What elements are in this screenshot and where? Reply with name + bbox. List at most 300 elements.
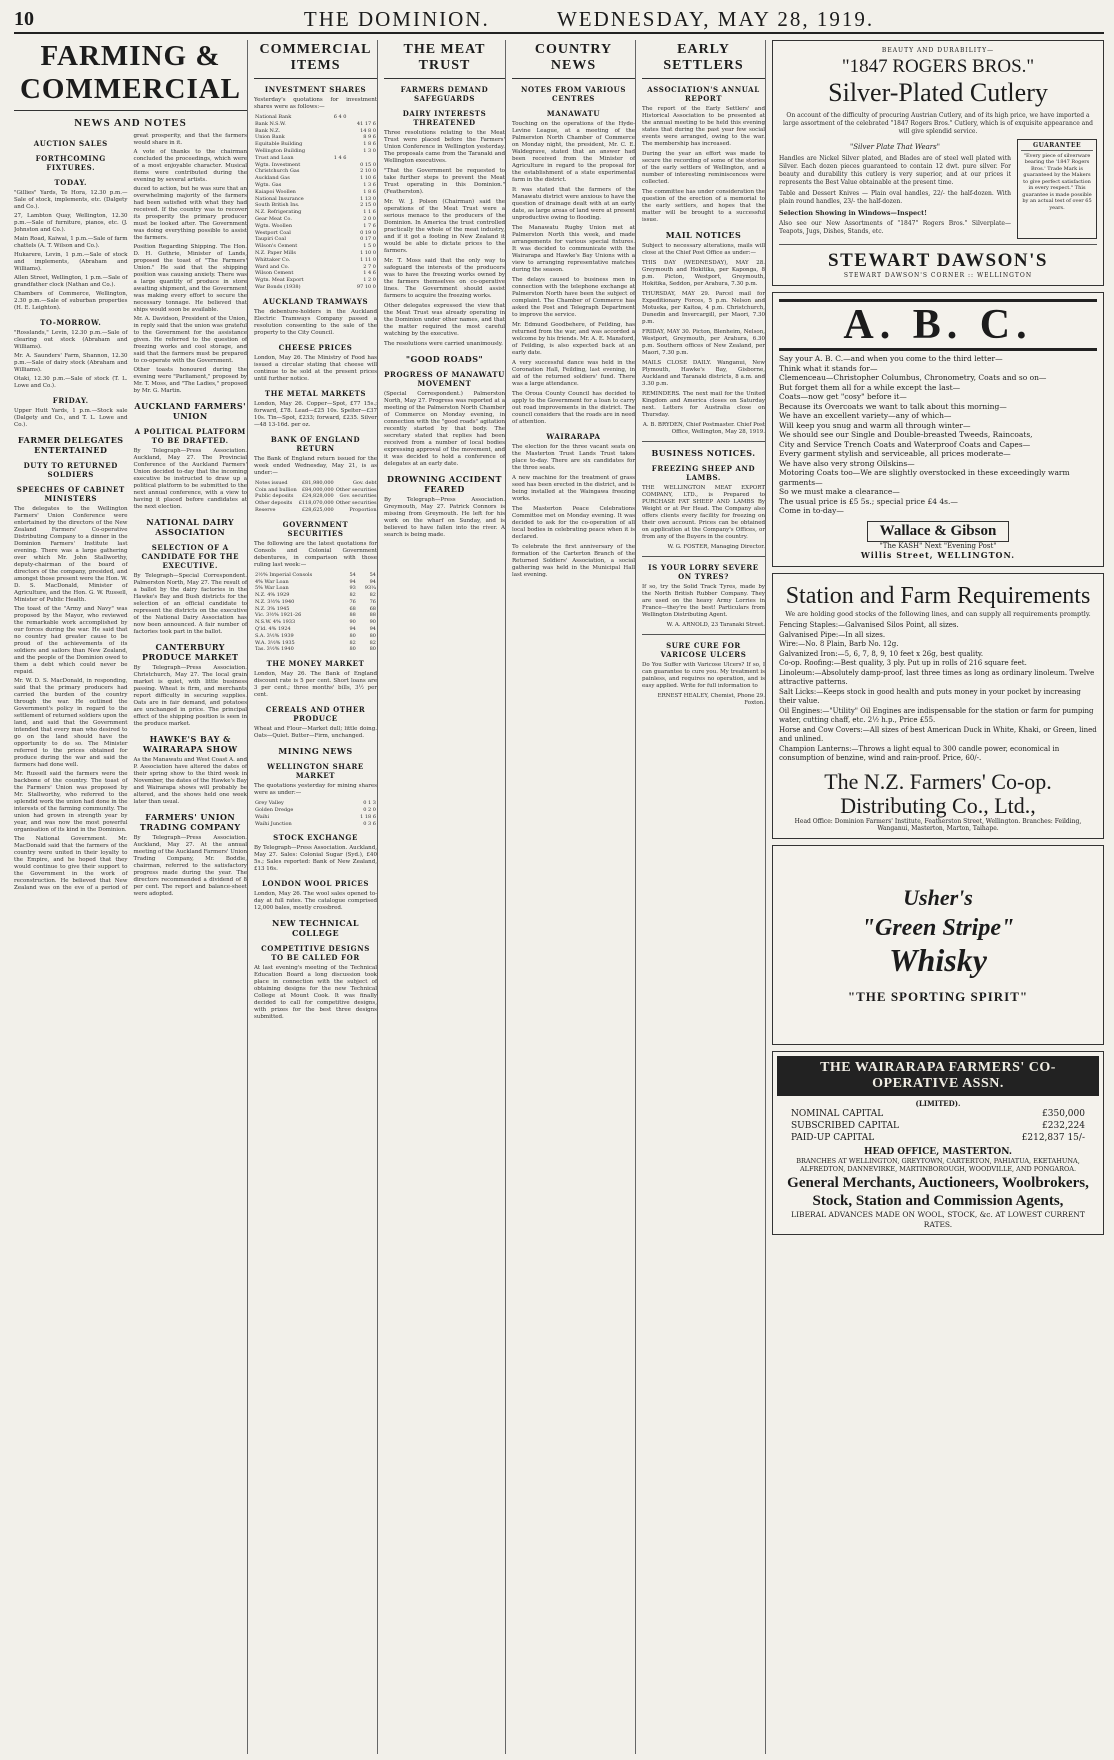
- gov-securities-row: [254, 626, 377, 633]
- article-paragraph: Position Regarding Shipping. The Hon. D. H. Guthrie, Minister of Lands, proposed the toast of "The Farmers' Union." He said that the shipping position was causing anxiety. There was a large quantity of produce in store awaiting shipment, and the Government was making every effort to secure the necessary tonnage. He believed that ships would soon be available.: [133, 244, 247, 313]
- mail-entry: MAILS CLOSE DAILY. Wanganui, New Plymouth, Hawke's Bay, Gisborne, Auckland and Taranaki districts, 8 a.m. and 3.30 p.m.: [642, 360, 765, 387]
- money-market-text: London, May 26. The Bank of England discount rate is 5 per cent. Short loans are 3 per cent.; three months' bills, 3½ per cent.: [254, 671, 377, 699]
- abc-line: We should see our Single and Double-breasted Tweeds, Raincoats,: [779, 430, 1033, 439]
- mail-entry: THIS DAY (WEDNESDAY), MAY 28. Greymouth and Hokitika, per Kaponga, 8 p.m. Picton, Westport, Greymouth, Hokitika, Seddon, per Arahura, 7.30 p.m.: [642, 260, 765, 287]
- advertisements-column: [772, 40, 1104, 1754]
- table-cell: [327, 141, 348, 148]
- table-cell: 1 4 6: [363, 270, 376, 277]
- article-paragraph: The report of the Early Settlers' and Historical Association to be presented at the annual meeting to be held this evening states that during the past year few social events were arranged, owing to the war. The membership has increased.: [642, 106, 765, 147]
- table-cell: Tas. 3½% 1940: [255, 646, 294, 653]
- rogers-body: On account of the difficulty of procuring Austrian Cutlery, and of its high price, we have imported a large assortment of the celebrated "1847 Rogers Bros." Cutlery, which is of exquisite appearance and will give splendid service.: [783, 112, 1093, 135]
- table-cell: [327, 223, 348, 230]
- rogers-subtitle: Silver-Plated Cutlery: [828, 78, 1048, 107]
- table-cell: [327, 121, 348, 128]
- table-cell: 94: [369, 626, 376, 633]
- mining-text: The quotations yesterday for mining shares were as under:—: [254, 783, 377, 797]
- abc-line: But forget them all for a while except the last—: [779, 382, 961, 392]
- farmer-delegates-subheading: DUTY TO RETURNED SOLDIERS: [23, 461, 118, 479]
- mail-entry: REMINDERS. The next mail for the United Kingdom and America closes on Saturday next. Letters for Australia close on Thursday.: [642, 391, 765, 418]
- table-cell: 88: [349, 612, 356, 619]
- share-row: [254, 243, 377, 250]
- station-items: [779, 621, 1097, 764]
- share-row: [254, 257, 377, 264]
- article-paragraph: Three resolutions relating to the Meat Trust were placed before the Farmers' Union Conference in Wellington yesterday. The proposals came from the Taranaki and Wellington executives.: [384, 130, 505, 164]
- table-cell: Grey Valley: [255, 800, 284, 807]
- table-cell: 76: [349, 598, 356, 605]
- table-cell: N.Z. 3½% 1940: [255, 598, 295, 605]
- table-cell: S.A. 3½% 1939: [255, 632, 294, 639]
- table-cell: £24,828,000: [301, 493, 334, 500]
- table-cell: £81,980,000: [301, 479, 334, 486]
- guarantee-heading: GUARANTEE: [1021, 143, 1093, 151]
- station-item: Champion Lanterns:—Throws a light equal to 300 candle power, economical in consumption of benzine, wind and rain-proof. Price, 60/-.: [779, 744, 1060, 762]
- capital-cell: £212,837 15/-: [1021, 1132, 1085, 1143]
- abc-line: Coats—now get "cosy" before it—: [779, 392, 907, 401]
- table-cell: Golden Dredge: [255, 807, 294, 814]
- article-paragraph: The committee has under consideration the question of the erection of a memorial to the early settlers, and hopes that the matter will be brought to a successful issue.: [642, 189, 765, 223]
- table-cell: 0 19 0: [360, 229, 376, 236]
- title-text: THE DOMINION.: [303, 6, 490, 31]
- gov-securities-row: [254, 619, 377, 626]
- meat-trust-heading: THE MEAT TRUST: [384, 40, 505, 79]
- meat-trust-column: [384, 40, 506, 1754]
- nz-farmers-name: The N.Z. Farmers' Co-op. Distributing Co., Ltd.,: [824, 768, 1052, 818]
- table-cell: 1 10 0: [360, 249, 376, 256]
- technical-college-subheading: COMPETITIVE DESIGNS TO BE CALLED FOR: [261, 944, 370, 963]
- abc-line: Think what it stands for—: [779, 363, 878, 373]
- mining-row: [254, 807, 377, 814]
- gov-securities-table: [254, 572, 377, 654]
- mail-signature: A. B. BRYDEN, Chief Postmaster. Chief Post Office, Wellington, May 28, 1919.: [642, 422, 765, 435]
- good-roads-subheading: PROGRESS OF MANAWATU MOVEMENT: [384, 370, 505, 388]
- tomorrow-line: Otaki, 12.30 p.m.—Sale of stock (T. L. Lowe and Co.).: [14, 376, 128, 389]
- manawatu-heading: MANAWATU: [546, 109, 601, 118]
- stock-exchange-text: By Telegraph—Press Association. Auckland, May 27. Sales: Colonial Sugar (Syd.), £40 5s.; Sales reported: Bank of New Zealand, £13 16s.: [254, 845, 377, 873]
- mining-row: [254, 814, 377, 821]
- abc-line: Clemenceau—Christopher Columbus, Chronometry, Coats and so on—: [779, 373, 1047, 382]
- table-cell: [327, 202, 348, 209]
- table-cell: 0 1 3: [363, 800, 376, 807]
- article-paragraph: Other toasts honoured during the evening were "Parliament," proposed by Mr. T. Moss, and "The Ladies," proposed by Mr. G. Martin.: [133, 367, 247, 394]
- table-cell: N.Z. 3% 1945: [255, 605, 290, 612]
- tomorrow-line: "Rosslands," Levin, 12.30 p.m.—Sale of clearing out stock (Abraham and Williams).: [14, 330, 128, 350]
- stock-exchange-heading: STOCK EXCHANGE: [273, 833, 358, 843]
- farming-heading: FARMING & COMMERCIAL: [14, 40, 247, 111]
- mining-row: [254, 800, 377, 807]
- station-title: Station and Farm Requirements: [785, 582, 1091, 609]
- abc-headline: A. B. C.: [779, 299, 1097, 351]
- auction-line: Hukarere, Levin, 1 p.m.—Sale of stock and implements, (Abraham and Williams).: [14, 252, 128, 272]
- liberal-advances: LIBERAL ADVANCES MADE ON WOOL, STOCK, &c. AT LOWEST CURRENT RATES.: [791, 1209, 1085, 1229]
- table-cell: N.S.W. 4% 1933: [255, 619, 296, 626]
- share-row: [254, 264, 377, 271]
- mail-notices-heading: MAIL NOTICES: [665, 230, 742, 240]
- table-cell: 54: [349, 571, 356, 578]
- nz-farmers-address: Head Office: Dominion Farmers' Institute, Featherston Street, Wellington. Branches: Feilding, Wanganui, Masterton, Marton, Taihape.: [794, 817, 1082, 832]
- table-cell: Auckland Gas: [255, 175, 290, 182]
- share-row: [254, 128, 377, 135]
- table-cell: Vic. 3½% 1921-26: [255, 612, 302, 619]
- article-paragraph: The Masterton Peace Celebrations Committee met on Monday evening. It was decided to ask for the co-operation of all local bodies in celebrating peace when it is declared.: [512, 506, 635, 540]
- table-cell: Wgtn. Meat Export: [255, 277, 304, 284]
- capital-cell: NOMINAL CAPITAL: [791, 1108, 884, 1119]
- table-cell: 1 3 0: [363, 147, 376, 154]
- auckland-union-subheading: A POLITICAL PLATFORM TO BE DRAFTED.: [134, 427, 246, 445]
- tramways-text: The debenture-holders in the Auckland Electric Tramways Company passed a resolution consenting to the sale of the property to the City Council.: [254, 308, 377, 336]
- table-cell: Other securities: [335, 486, 377, 493]
- table-cell: 82: [349, 639, 356, 646]
- share-row: [254, 182, 377, 189]
- masthead: [14, 6, 1104, 34]
- table-cell: [327, 243, 348, 250]
- station-item: Galvanised Pipe:—In all sizes.: [779, 630, 886, 639]
- rogers-also: Also see our New Assortments of "1847" Rogers Bros." Silverplate—Teapots, Jugs, Dishes, Stands, etc.: [779, 220, 1011, 235]
- table-cell: Wgtn. Investment: [255, 161, 301, 168]
- boe-row: [254, 493, 378, 500]
- table-cell: Christchurch Gas: [255, 168, 300, 175]
- technical-college-text: At last evening's meeting of the Technical Education Board a long discussion took place in connection with the subject of obtaining designs for the new Technical College at Mount Cook. It was finally decided to call for competitive designs, with prizes for the best three designs submitted.: [254, 965, 377, 1021]
- tyres-text: If so, try the Solid Track Tyres, made by the North British Rubber Company. They are used on the heavy Army Lorries in France—they're the best! Particulars from Wellington Distributing Agent.: [642, 584, 765, 618]
- table-cell: [327, 284, 348, 291]
- table-cell: [327, 270, 348, 277]
- table-cell: Q'ld. 4% 1924: [255, 626, 291, 633]
- farmer-delegates-heading: FARMER DELEGATES ENTERTAINED: [17, 435, 124, 455]
- share-row: [254, 209, 377, 216]
- boe-row: [254, 487, 378, 494]
- mining-table: [254, 800, 377, 827]
- gov-securities-row: [254, 585, 377, 592]
- share-row: [254, 270, 377, 277]
- table-cell: Wellington Building: [255, 147, 306, 154]
- shares-intro: Yesterday's quotations for investment shares were as follows:—: [254, 97, 377, 110]
- article-paragraph: The delays caused to business men in connection with the telephone exchange at Palmerston North have been the subject of complaint. The Chamber of Commerce has asked the Post and Telegraph Department to improve the service.: [512, 277, 635, 318]
- wool-prices-heading: LONDON WOOL PRICES: [262, 879, 369, 889]
- gov-securities-row: [254, 572, 377, 579]
- table-cell: 2 15 0: [360, 202, 376, 209]
- tramways-heading: AUCKLAND TRAMWAYS: [262, 296, 369, 306]
- boe-text: The Bank of England return issued for the week ended Wednesday, May 21, is as under:—: [254, 455, 377, 476]
- auction-line: Chambers of Commerce, Wellington, 2.30 p.m.—Sale of suburban properties (H. E. Leighton).: [14, 291, 128, 311]
- article-paragraph: Mr. A. Davidson, President of the Union, in reply said that the union was grateful to the Government for the assistance given. He referred to the question of freezing works and cool storage, and said that the farmers must be prepared to co-operate with the Government.: [133, 316, 247, 364]
- usher-brand: Usher's: [903, 884, 973, 910]
- table-cell: Trust and Loan: [255, 154, 294, 161]
- auction-line: Main Road, Kaiwai, 1 p.m.—Sale of farm chattels (A. T. Wilson and Co.).: [14, 236, 128, 249]
- boe-row: [254, 507, 378, 514]
- farmers-trading-heading: FARMERS' UNION TRADING COMPANY: [139, 812, 241, 832]
- table-cell: 8 9 6: [363, 134, 376, 141]
- table-cell: National Bank: [255, 114, 292, 120]
- rogers-bros-ad: [772, 40, 1104, 286]
- country-news-subheading: NOTES FROM VARIOUS CENTRES: [520, 85, 627, 103]
- table-cell: 0 15 0: [360, 161, 376, 168]
- table-cell: [327, 277, 348, 284]
- article-paragraph: To celebrate the first anniversary of the formation of the Carterton Branch of the Returned Soldiers' Association, a social gathering was held in the Municipal Hall last evening.: [512, 544, 635, 578]
- table-cell: 80: [349, 632, 356, 639]
- auckland-union-heading: AUCKLAND FARMERS' UNION: [134, 401, 247, 421]
- table-cell: 80: [369, 632, 376, 639]
- table-cell: 0 17 0: [360, 236, 376, 243]
- divider: [642, 441, 765, 442]
- table-cell: 93¼: [364, 585, 376, 592]
- table-cell: [327, 162, 348, 169]
- ulcers-heading: SURE CURE FOR VARICOSE ULCERS: [660, 641, 747, 659]
- early-settlers-heading: EARLY SETTLERS: [642, 40, 765, 79]
- table-cell: Notes issued: [255, 479, 288, 486]
- table-cell: £118,070,000: [298, 500, 334, 507]
- station-item: Fencing Staples:—Galvanised Silos Point, all sizes.: [779, 621, 959, 629]
- rogers-body-2: Handles are Nickel Silver plated, and Blades are of steel well plated with Silver. Each dozen pieces guaranteed to contain 12 dwt. pure silver. For beauty and durability this cutlery is very superior, and at our prices it represents the Best Value obtainable at the present time.: [779, 155, 1011, 186]
- table-cell: 1 10 6: [360, 175, 376, 182]
- capital-row: [777, 1120, 1099, 1132]
- auction-line: 27, Lambton Quay, Wellington, 12.30 p.m.—Sale of furniture, pianos, etc. (J. Johnston and Co.).: [14, 213, 128, 233]
- table-cell: 90: [369, 619, 376, 626]
- stewart-dawson-name: STEWART DAWSON'S: [828, 250, 1048, 271]
- table-cell: 1 8 6: [363, 188, 376, 195]
- divider: [642, 634, 765, 635]
- freezing-text: THE WELLINGTON MEAT EXPORT COMPANY, LTD., is Prepared to PURCHASE FAT SHEEP AND LAMBS By Weight or at Per Head. The Company also offers clients every facility for freezing on their own account. Prices can be obtained on application at the Company's Offices, or from any of the Buyers in the country.: [642, 485, 765, 540]
- article-paragraph: The election for the three vacant seats on the Masterton Trust Lands Trust takes place to-day. There are six candidates for the three seats.: [512, 444, 635, 471]
- table-cell: [347, 155, 377, 162]
- table-cell: Other deposits: [255, 500, 293, 507]
- table-cell: [327, 230, 348, 237]
- table-cell: Westport Coal: [255, 229, 291, 236]
- article-paragraph: Mr. T. Moss said that the only way to safeguard the interests of the producers was to have the freezing works owned by the farmers themselves on co-operative lines. The Government should assist farmers to acquire the freezing works.: [384, 258, 505, 299]
- table-cell: 1 3 6: [363, 181, 376, 188]
- table-cell: N.Z. Paper Mills: [255, 249, 296, 256]
- guarantee-text: "Every piece of silverware bearing the '1847 Rogers Bros.' Trade Mark is guaranteed by the Makers to give perfect satisfaction in every respect." This guarantee is made possible by an actual test of over 65 years.: [1022, 152, 1092, 211]
- share-row: [254, 168, 377, 175]
- station-item: Salt Licks:—Keeps stock in good health and puts money in your pocket by increasing their value.: [779, 687, 1081, 705]
- abc-line: The usual price is £5 5s.; special price £4 4s.—: [779, 496, 958, 506]
- issue-date: WEDNESDAY, MAY 28, 1919.: [556, 6, 875, 31]
- share-row: [254, 250, 377, 257]
- table-cell: 94: [369, 578, 376, 585]
- country-news-column: [512, 40, 636, 1754]
- table-cell: 14 8 0: [360, 127, 376, 134]
- produce-heading: CEREALS AND OTHER PRODUCE: [265, 705, 366, 724]
- abc-line: Every garment stylish and serviceable, all prices moderate—: [779, 449, 1011, 458]
- rogers-tagline: BEAUTY AND DURABILITY—: [881, 47, 995, 54]
- mail-entry: THURSDAY, MAY 29. Parcel mail for Expeditionary Forces, 5 p.m. Nelson and Motueka, per Kaitoa, 4 p.m. Christchurch, Dunedin and Invercargill, per Maori, 7.30 p.m.: [642, 291, 765, 325]
- share-row: [254, 202, 377, 209]
- auction-today: TODAY.: [54, 178, 88, 187]
- good-roads-heading: "GOOD ROADS": [405, 354, 484, 364]
- capital-row: [777, 1132, 1099, 1144]
- abc-line: We have an excellent variety—any of which—: [779, 411, 952, 420]
- share-row: [254, 148, 377, 155]
- article-paragraph: By Telegraph—Press Association. Auckland, May 27. The Provincial Conference of the Auckland Farmers' Union decided to-day that the incoming executive be instructed to draw up a political platform to be submitted to the next annual conference, with a view to having it placed before candidates at the next election.: [133, 448, 247, 510]
- table-cell: 41 17 6: [356, 120, 376, 127]
- share-row: [254, 196, 377, 203]
- article-paragraph: Mr. Edmund Goodbehere, of Feilding, has returned from the war, and was accorded a welcome by his friends. Mr. A. E. Mansford, of Feilding, is also expected back at an early date.: [512, 322, 635, 356]
- table-cell: 82: [369, 592, 376, 599]
- wallace-gibson-name: Wallace & Gibson: [867, 521, 1010, 542]
- table-cell: Equitable Building: [255, 141, 303, 148]
- gov-securities-row: [254, 646, 377, 653]
- rogers-selection: Selection Showing in Windows—Inspect!: [779, 209, 927, 217]
- table-cell: Whittaker Co.: [255, 256, 291, 263]
- tomorrow-heading: TO-MORROW.: [40, 318, 102, 327]
- table-cell: Reserve: [255, 506, 276, 513]
- share-row: [254, 223, 377, 230]
- farming-body: [14, 133, 247, 898]
- capital-cell: SUBSCRIBED CAPITAL: [791, 1120, 899, 1131]
- mining-row: [254, 821, 377, 828]
- table-cell: 1 4 6: [333, 154, 347, 161]
- table-cell: 80: [349, 646, 356, 653]
- table-cell: Kaiapoi Woollen: [255, 188, 296, 195]
- abc-line: We have also very strong Oilskins—: [779, 458, 915, 468]
- investment-shares-heading: INVESTMENT SHARES: [264, 85, 367, 94]
- table-cell: [327, 236, 348, 243]
- tyres-heading: IS YOUR LORRY SEVERE ON TYRES?: [648, 563, 759, 581]
- article-paragraph: The Manawatu Rugby Union met at Palmerston North this week, and made arrangements for various special fixtures. It was decided to communicate with the Wairarapa and Hawke's Bay Unions with a view to arranging representative matches during the season.: [512, 225, 635, 273]
- freezing-signature: W. G. FOSTER, Managing Director.: [667, 544, 765, 550]
- gov-securities-row: [254, 592, 377, 599]
- drowning-heading: DROWNING ACCIDENT FEARED: [386, 474, 502, 494]
- table-cell: 1 8 6: [363, 141, 376, 148]
- table-cell: Taupiri Coal: [255, 236, 286, 243]
- metal-heading: THE METAL MARKETS: [264, 388, 367, 398]
- table-cell: Wgtn. Gas: [255, 181, 282, 188]
- stewart-dawson-address: STEWART DAWSON'S CORNER :: WELLINGTON: [843, 272, 1033, 279]
- table-cell: [327, 257, 348, 264]
- share-row: [254, 284, 377, 291]
- table-cell: [327, 148, 348, 155]
- table-cell: Ward and Co.: [255, 263, 290, 270]
- table-cell: 1 18 6: [360, 813, 376, 820]
- table-cell: [327, 128, 348, 135]
- table-cell: [327, 182, 348, 189]
- technical-college-heading: NEW TECHNICAL COLLEGE: [272, 918, 359, 939]
- article-paragraph: The delegates to the Wellington Farmers' Union Conference were entertained by the directors of the New Zealand Farmers' Co-operative Distributing Company to a dinner in the Dominion Farmers' Institute last evening. There was a large gathering over which Mr. John Stallworthy, deputy-chairman of the board of directors of the company, presided, and amongst those present were the Hon. W. D. S. MacDonald, Minister of Agriculture, and the Hon. G. W. Russell, Minister of Public Health.: [14, 506, 128, 603]
- table-cell: War Bonds (1938): [255, 283, 301, 290]
- abc-line: Come in to-day—: [779, 506, 844, 515]
- wallace-gibson-address: Willis Street, WELLINGTON.: [860, 549, 1016, 560]
- article-paragraph: By Telegraph—Press Association. Auckland, May 27. At the annual meeting of the Auckland Farmers' Union Trading Company, Mr. Boddie, chairman, referred to the satisfactory progress made during the year. The directors recommended a dividend of 8 per cent. The report and balance-sheet were adopted.: [133, 835, 247, 897]
- capital-cell: £350,000: [1042, 1108, 1085, 1119]
- ulcers-text: Do You Suffer with Varicose Ulcers? If so, I can guarantee to cure you. My treatment is painless, and requires no operation, and is easy applied. Write for full information to: [642, 662, 765, 689]
- table-cell: 1 2 0: [363, 277, 376, 284]
- table-cell: 68: [369, 605, 376, 612]
- country-news-heading: COUNTRY NEWS: [512, 40, 635, 79]
- farming-subheading: NEWS AND NOTES: [74, 117, 187, 129]
- table-cell: Coin and bullion: [255, 486, 297, 493]
- table-cell: 2 0 0: [363, 215, 376, 222]
- friday-heading: FRIDAY.: [52, 396, 89, 405]
- table-cell: 94: [349, 626, 356, 633]
- national-dairy-heading: NATIONAL DAIRY ASSOCIATION: [146, 517, 235, 537]
- table-cell: Bank N.S.W.: [255, 120, 286, 127]
- abc-ad: [772, 292, 1104, 567]
- table-cell: [327, 250, 348, 257]
- table-cell: Other securities: [335, 500, 377, 507]
- article-paragraph: (Special Correspondent.) Palmerston North, May 27. Progress was reported at a meeting of the Palmerston North Chamber of Commerce on Monday evening, in connection with the "good roads" agitation recently started by that body. The secretary stated that replies had been received from a number of local bodies expressing approval of the movement, and it was decided to hold a conference of delegates at an early date.: [384, 391, 505, 467]
- table-cell: 93: [349, 585, 356, 592]
- share-row: [254, 277, 377, 284]
- share-row: [254, 216, 377, 223]
- commercial-column: [254, 40, 378, 1754]
- table-cell: [327, 216, 348, 223]
- divider: [642, 556, 765, 557]
- table-cell: Gov. securities: [339, 493, 377, 500]
- table-cell: 97 10 0: [356, 283, 376, 290]
- table-cell: Proportion: [349, 506, 377, 513]
- ulcers-signature: ERNEST HEALEY, Chemist, Phone 29. Foxton.: [657, 693, 765, 706]
- article-paragraph: During the year an effort was made to secure the recording of some of the stories of the early settlers of Wellington, and a number of interesting reminiscences were collected.: [642, 151, 765, 185]
- table-cell: National Insurance: [255, 195, 304, 202]
- mail-entry: FRIDAY, MAY 30. Picton, Blenheim, Nelson, Westport, Greymouth, per Arahura, 6.30 p.m. Southern offices of New Zealand, per Maori, 7.30 p.m.: [642, 329, 765, 356]
- article-paragraph: It was stated that the farmers of the Manawatu district were anxious to have the question of drainage dealt with at an early date, as large areas of land were at present unproductive owing to flooding.: [512, 187, 635, 221]
- auction-line: "Gillies" Yards, Te Hora, 12.30 p.m.—Sale of stock, implements, etc. (Dalgety and Co.).: [14, 190, 128, 210]
- gov-securities-text: The following are the latest quotations for Consols and Colonial Government debentures, in comparison with those ruling last week:—: [254, 540, 377, 568]
- boe-table: [254, 480, 378, 514]
- wallace-gibson-block: [779, 520, 1097, 560]
- table-cell: 68: [349, 605, 356, 612]
- table-cell: 4% War Loan: [255, 578, 289, 585]
- mining-subheading: WELLINGTON SHARE MARKET: [267, 762, 364, 781]
- article-paragraph: Mr. W. J. Polson (Chairman) said the operations of the Meat Trust were a serious menace to the producers of the Dominion. In America the trust controlled practically the whole of the meat industry, and if it got a footing in New Zealand it would be able to dictate prices to the farmers.: [384, 199, 505, 254]
- friday-line: Upper Hutt Yards, 1 p.m.—Stock sale (Dalgety and Co., and T. L. Lowe and Co.).: [14, 408, 128, 428]
- table-cell: 76: [369, 598, 376, 605]
- table-cell: 80: [369, 646, 376, 653]
- table-cell: 6 4 0: [333, 114, 347, 120]
- table-cell: 2 7 0: [363, 263, 376, 270]
- table-cell: 1 11 0: [360, 256, 376, 263]
- auction-subheading: FORTHCOMING FIXTURES.: [35, 154, 106, 172]
- table-cell: 82: [369, 639, 376, 646]
- usher-green-stripe: "Green Stripe": [861, 914, 1015, 941]
- share-row: [254, 162, 377, 169]
- speeches-heading: SPEECHES OF CABINET MINISTERS: [16, 485, 125, 503]
- divider: [779, 244, 1097, 245]
- auction-heading: AUCTION SALES: [33, 139, 108, 148]
- table-cell: Gear Meat Co.: [255, 215, 292, 222]
- newspaper-title: [74, 7, 1104, 32]
- station-item: Oil Engines:—"Utility" Oil Engines are indispensable for the station or farm for pumping water, cutting chaff, etc. 2½ h.p., Price £55.: [779, 706, 1094, 724]
- gov-securities-heading: GOVERNMENT SECURITIES: [282, 519, 349, 538]
- gov-securities-row: [254, 599, 377, 606]
- table-cell: Waihi: [255, 813, 270, 820]
- early-settlers-subheading: ASSOCIATION'S ANNUAL REPORT: [647, 85, 760, 103]
- abc-line: Will keep you snug and warm all through winter—: [779, 420, 971, 430]
- share-row: [254, 114, 377, 121]
- article-paragraph: As the Manawatu and West Coast A. and P. Association have altered the dates of their spring show to the third week in November, the dates of the Hawke's Bay and Wairarapa shows will probably be altered, and the shows held one week later than usual.: [133, 757, 247, 805]
- money-market-heading: THE MONEY MARKET: [266, 659, 365, 669]
- mining-heading: MINING NEWS: [278, 746, 353, 757]
- capital-cell: PAID-UP CAPITAL: [791, 1132, 875, 1143]
- metal-text: London, May 26. Copper—Spot, £77 15s.; forward, £78. Lead—£25 10s. Spelter—£37 10s. Tin—Spot, £233; forward, £235. Silver—48 13-16d. per oz.: [254, 400, 377, 428]
- table-cell: 54: [369, 571, 376, 578]
- tomorrow-line: Mr. A. Saunders' Farm, Shannon, 12.30 p.m.—Sale of dairy stock (Abraham and Williams).: [14, 353, 128, 373]
- commercial-heading: COMMERCIAL ITEMS: [254, 40, 377, 79]
- article-paragraph: By Telegraph—Press Association. Greymouth, May 27. Patrick Connors is missing from Greymouth. He left for his work on the wharf on Sunday, and is believed to have fallen into the river. A search is being made.: [384, 497, 505, 538]
- rogers-quote: "Silver Plate That Wears": [850, 143, 940, 151]
- table-cell: W.A. 3½% 1935: [255, 639, 295, 646]
- station-item: Co-op. Roofing:—Best quality, 3 ply. Put up in rolls of 216 square feet.: [779, 659, 1027, 667]
- wfca-limited: (LIMITED).: [915, 1098, 961, 1108]
- table-cell: Public deposits: [255, 493, 294, 500]
- meat-trust-subheading: FARMERS DEMAND SAFEGUARDS: [400, 85, 489, 103]
- abc-line: City and Service Trench Coats and Waterproof Coats and Capes—: [779, 439, 1031, 449]
- rogers-title: "1847 ROGERS BROS.": [841, 56, 1035, 77]
- table-cell: 94: [349, 578, 356, 585]
- share-row: [254, 121, 377, 128]
- capital-cell: £232,224: [1042, 1120, 1085, 1131]
- share-row: [254, 189, 377, 196]
- abc-copy: [779, 354, 1097, 516]
- article-paragraph: A very successful dance was held in the Coronation Hall, Feilding, last evening, in aid of the returned soldiers' fund. There was a large attendance.: [512, 360, 635, 387]
